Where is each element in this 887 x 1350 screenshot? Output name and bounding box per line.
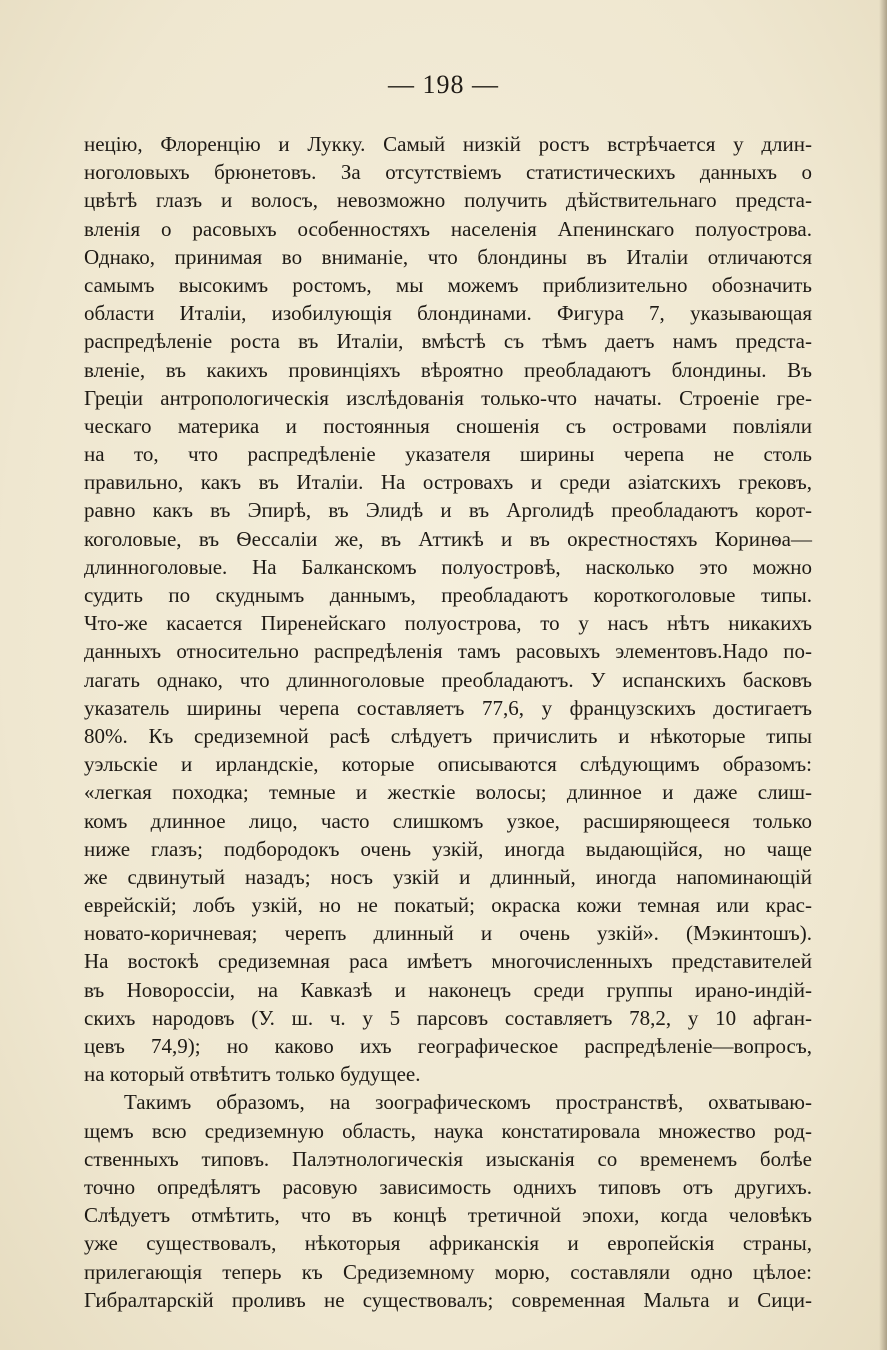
text-line: прилегающія теперь къ Средиземному морю, составляли одно цѣлое: [84,1259,812,1284]
text-line: щемъ всю средиземную область, наука констатировала множество род- [84,1118,812,1143]
text-line: еврейскій; лобъ узкій, но не покатый; окраска кожи темная или крас- [84,893,812,918]
text-line: Слѣдуетъ отмѣтить, что въ концѣ третичной эпохи, когда человѣкъ [84,1203,812,1228]
text-line: лагать однако, что длинноголовые преобладаютъ. У испанскихъ басковъ [84,667,812,692]
text-line: судить по скуднымъ даннымъ, преобладаютъ короткоголовые типы. [84,583,812,607]
text-line: скихъ народовъ (У. ш. ч. у 5 парсовъ составляетъ 78,2, у 10 афган- [84,1005,812,1030]
text-line: Что-же касается Пиренейскаго полуострова, то у насъ нѣтъ никакихъ [84,611,812,636]
text-line: нецію, Флоренцію и Лукку. Самый низкій ростъ встрѣчается у длин- [84,132,812,156]
text-line: области Италіи, изобилующія блондинами. Фигура 7, указывающая [84,301,812,326]
text-line: указатель ширины черепа составляетъ 77,6, у французскихъ достигаетъ [84,695,812,720]
text-line: на то, что распредѣленіе указателя ширины черепа не столь [84,442,812,467]
text-line: уэльскіе и ирландскіе, которые описываются слѣдующимъ образомъ: [84,752,812,777]
text-line: уже существовалъ, нѣкоторыя африканскія и европейскія страны, [84,1231,812,1256]
text-line: Такимъ образомъ, на зоографическомъ пространствѣ, охватываю- [124,1090,812,1115]
text-line: ственныхъ типовъ. Палэтнологическія изысканія со временемъ болѣе [84,1146,812,1171]
text-line: На востокѣ средиземная раса имѣетъ многочисленныхъ представителей [84,949,812,974]
text-line: коголовые, въ Ѳессаліи же, въ Аттикѣ и въ окрестностяхъ Коринѳа— [84,526,812,551]
text-line: на который отвѣтитъ только будущее. [84,1062,421,1087]
page-number: — 198 — [388,70,499,99]
text-line: въ Новороссіи, на Кавказѣ и наконецъ среди группы ирано-индій- [84,977,812,1002]
text-line: «легкая походка; темные и жесткіе волосы; длинное и даже слиш- [84,780,812,805]
text-line: данныхъ относительно распредѣленія тамъ расовыхъ элементовъ.Надо по- [84,639,812,664]
text-line: комъ длинное лицо, часто слишкомъ узкое, расширяющееся только [84,808,812,833]
text-line: правильно, какъ въ Италіи. На островахъ и среди азіатскихъ грековъ, [84,470,812,495]
text-line: Греціи антропологическія изслѣдованія только-что начаты. Строеніе гре- [84,385,812,410]
text-line: 80%. Къ средиземной расѣ слѣдуетъ причислить и нѣкоторые типы [84,723,812,748]
text-line: ниже глазъ; подбородокъ очень узкій, иногда выдающійся, но чаще [84,836,812,861]
text-line: распредѣленіе роста въ Италіи, вмѣстѣ съ тѣмъ даетъ намъ предста- [84,329,812,354]
text-line: цвѣтѣ глазъ и волосъ, невозможно получить дѣйствительнаго предста- [84,188,812,213]
text-line: Однако, принимая во вниманіе, что блондины въ Италіи отличаются [84,244,812,269]
text-line: точно опредѣлятъ расовую зависимость однихъ типовъ отъ другихъ. [84,1174,812,1199]
text-line: цевъ 74,9); но каково ихъ географическое распредѣленіе—вопросъ, [84,1034,812,1058]
text-line: вленія о расовыхъ особенностяхъ населенія Апенинскаго полуострова. [84,216,812,241]
body-text [84,130,812,1314]
text-line: равно какъ въ Эпирѣ, въ Элидѣ и въ Арголидѣ преобладаютъ корот- [84,498,812,523]
text-line: длинноголовые. На Балканскомъ полуостровѣ, насколько это можно [84,554,812,579]
page-edge-shadow [879,0,887,1350]
text-line: Гибралтарскій проливъ не существовалъ; современная Мальта и Сици- [84,1287,812,1312]
text-line: самымъ высокимъ ростомъ, мы можемъ приблизительно обозначить [84,272,812,297]
text-line: ческаго материка и постоянныя сношенія съ островами повліяли [84,413,812,438]
text-line: ноголовыхъ брюнетовъ. За отсутствіемъ статистическихъ данныхъ о [84,160,812,185]
text-line: новато-коричневая; черепъ длинный и очень узкій». (Мэкинтошъ). [84,921,812,946]
text-line: же сдвинутый назадъ; носъ узкій и длинный, иногда напоминающій [84,864,812,889]
text-line: вленіе, въ какихъ провинціяхъ вѣроятно преобладаютъ блондины. Въ [84,357,812,382]
